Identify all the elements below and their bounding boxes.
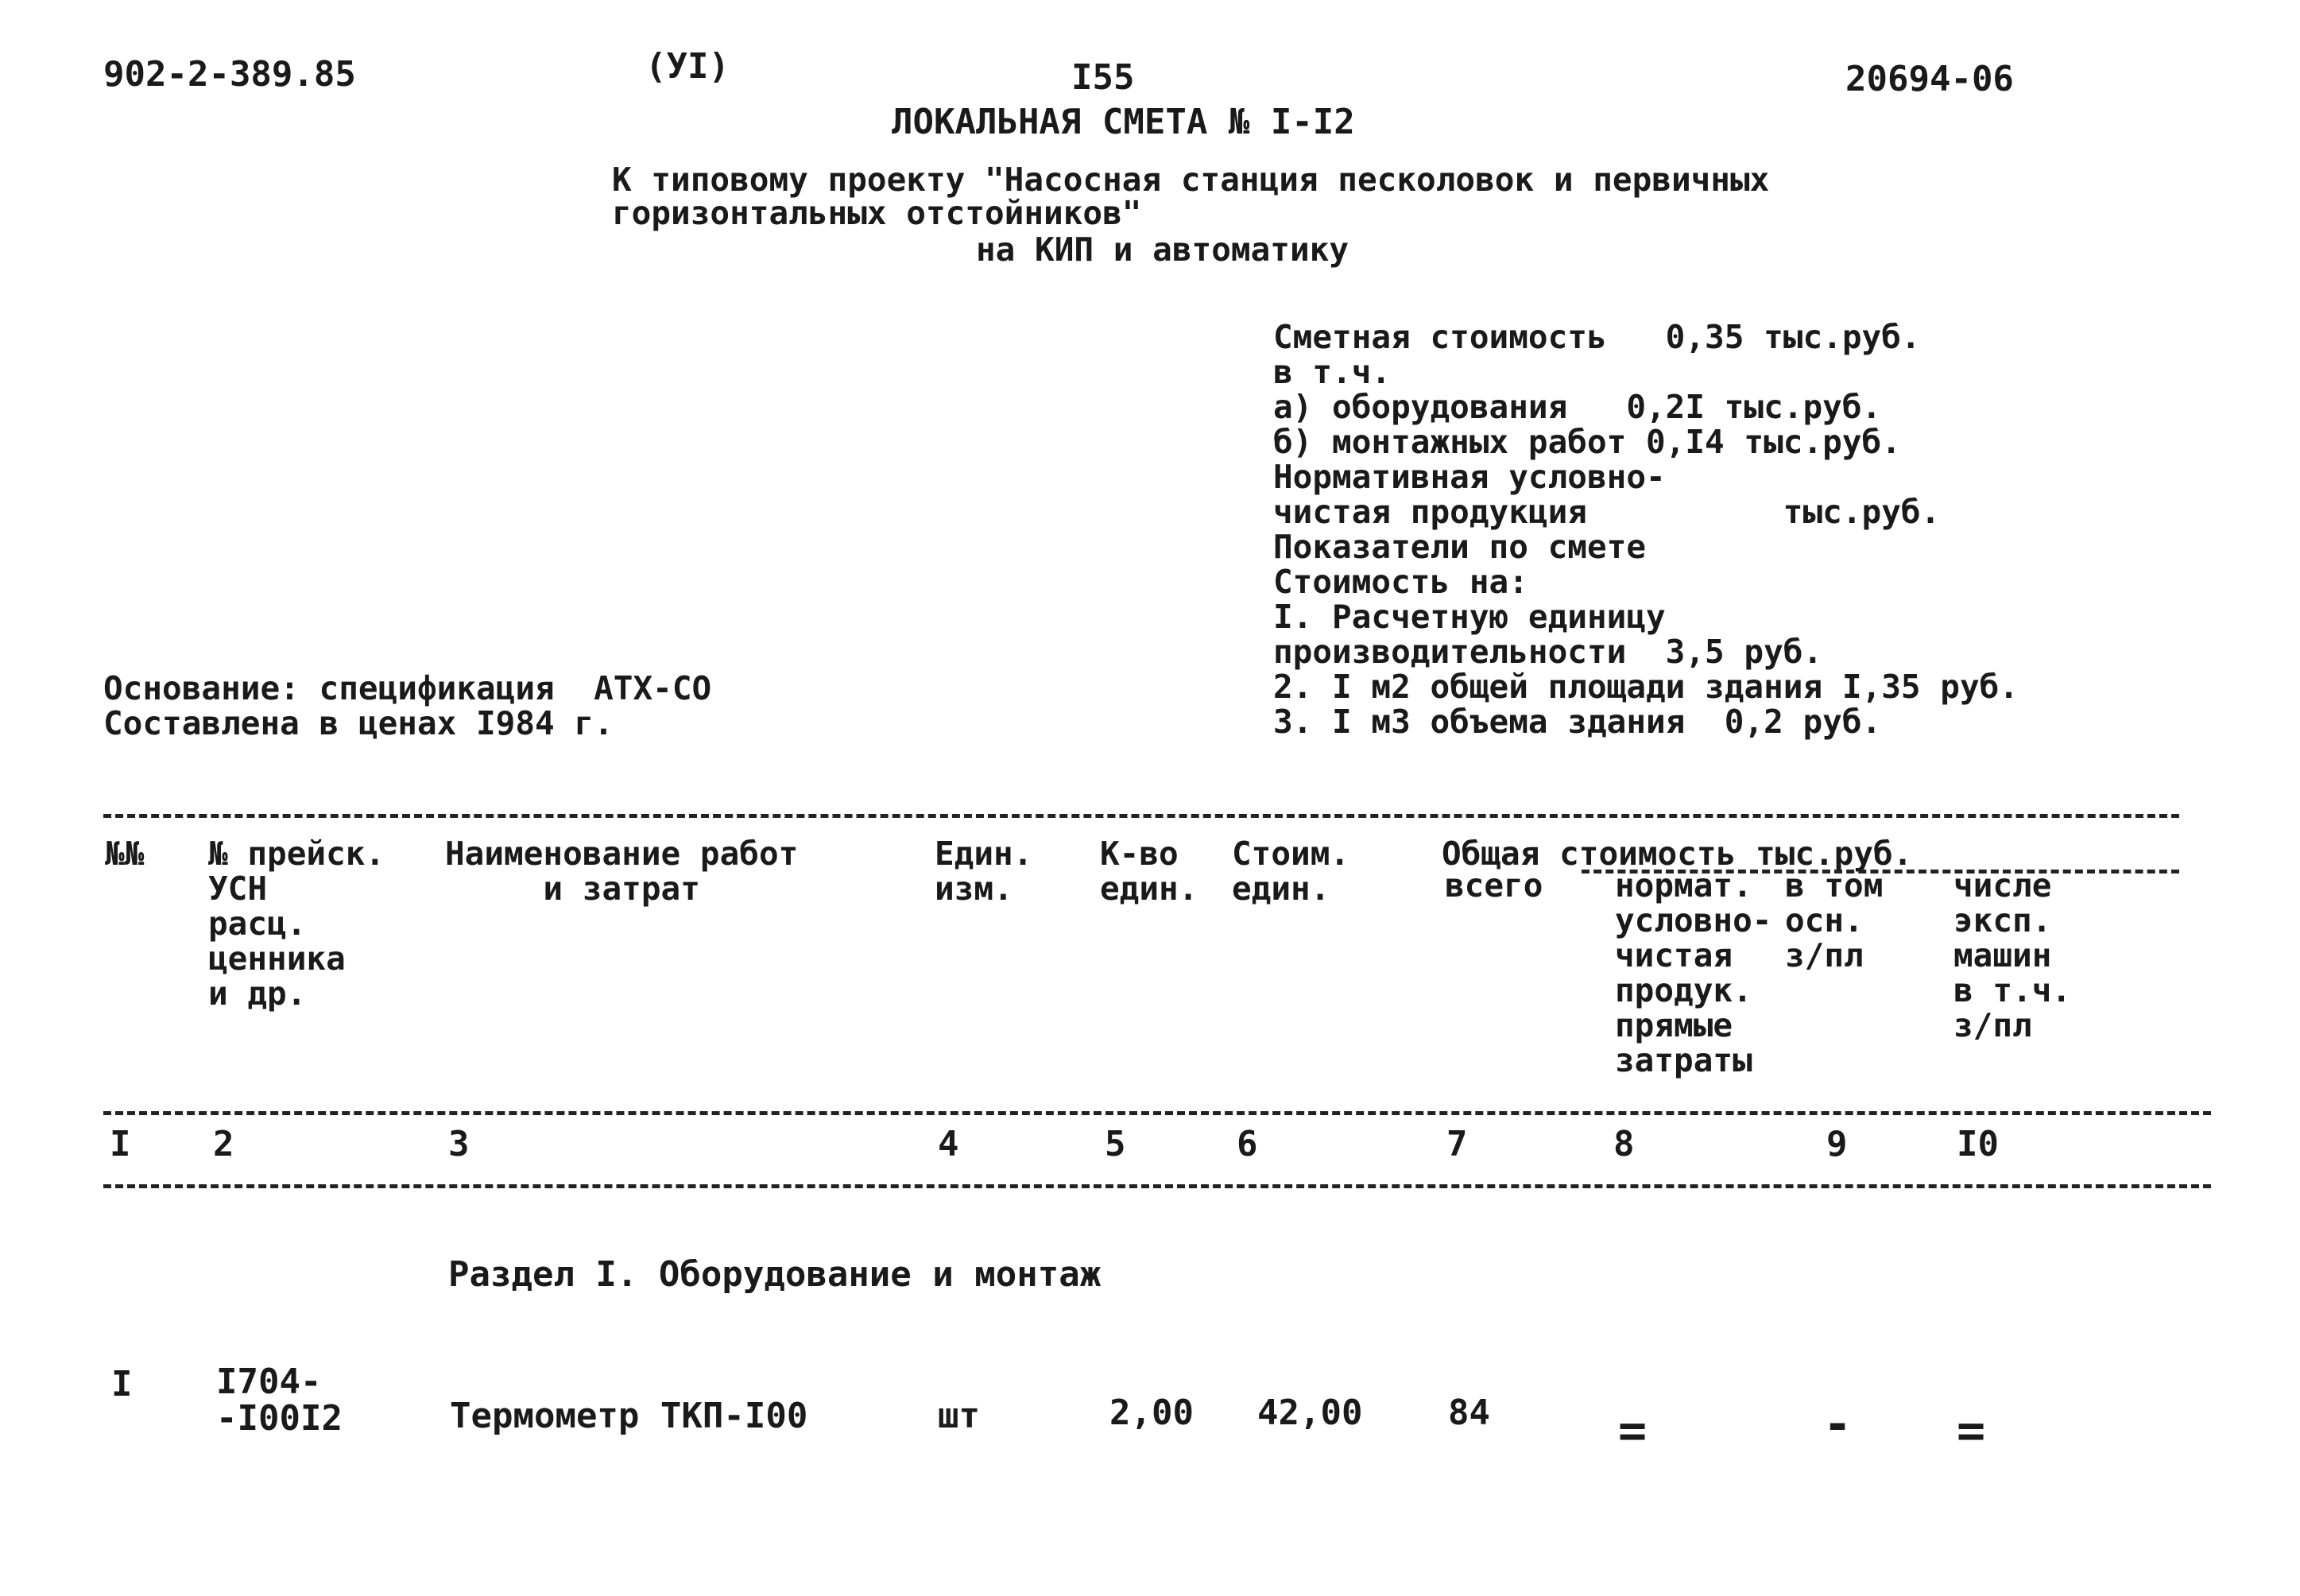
summary-line: Нормативная условно- [1273, 458, 1666, 496]
basis-line-1: Основание: спецификация АТХ-СО [103, 669, 712, 707]
row-name: Термометр ТКП-I00 [450, 1396, 808, 1436]
header-col-3: Наименование работ и затрат [445, 835, 799, 908]
section-title: Раздел I. Оборудование и монтаж [448, 1254, 1102, 1295]
header-col-1: №№ [105, 835, 145, 873]
row-col10-mark: = [1957, 1403, 1986, 1458]
row-qty: 2,00 [1109, 1393, 1194, 1433]
summary-line: производительности 3,5 руб. [1273, 633, 1823, 671]
volume-label: (УI) [645, 46, 730, 87]
col-number: 3 [448, 1124, 470, 1164]
col-number: 8 [1613, 1124, 1635, 1164]
col-number: 7 [1446, 1124, 1468, 1164]
summary-line: чистая продукция тыс.руб. [1273, 493, 1941, 531]
project-line-1: К типовому проекту "Насосная станция песколовок и первичных [612, 161, 1770, 199]
header-bottom-rule [103, 1111, 2211, 1115]
header-col-5: К-во един. [1100, 835, 1198, 908]
summary-line: а) оборудования 0,2I тыс.руб. [1273, 388, 1882, 426]
summary-line: б) монтажных работ 0,I4 тыс.руб. [1273, 423, 1901, 461]
table-top-rule [103, 814, 2179, 818]
row-col8-mark: = [1618, 1403, 1648, 1458]
colnum-bottom-rule [103, 1184, 2211, 1188]
header-col-7: всего [1445, 866, 1543, 905]
row-number: I [111, 1364, 133, 1404]
summary-line: Показатели по смете [1273, 528, 1646, 566]
summary-line: 2. I м2 общей площади здания I,35 руб. [1273, 668, 2019, 706]
header-col-10: числе эксп. машин в т.ч. з/пл [1953, 866, 2072, 1044]
summary-line: I. Расчетную единицу [1273, 598, 1666, 636]
row-unit-cost: 42,00 [1257, 1393, 1363, 1433]
basis-line-2: Составлена в ценах I984 г. [103, 704, 614, 742]
project-line-2: горизонтальных отстойников" [612, 194, 1142, 232]
document-title: ЛОКАЛЬНАЯ СМЕТА № I-I2 [892, 102, 1355, 142]
header-col-8: нормат. условно- чистая продук. прямые затраты [1615, 866, 1772, 1079]
summary-line: Сметная стоимость 0,35 тыс.руб. [1273, 318, 1921, 356]
page-number: I55 [1071, 57, 1135, 98]
header-group-total-cost: Общая стоимость тыс.руб. [1442, 835, 1913, 873]
row-total: 84 [1448, 1393, 1490, 1433]
col-number: 4 [938, 1124, 959, 1164]
header-col-6: Стоим. един. [1232, 835, 1350, 908]
col-number: 6 [1237, 1124, 1258, 1164]
project-line-3: на КИП и автоматику [976, 230, 1349, 269]
summary-line: в т.ч. [1273, 353, 1392, 391]
col-number: I0 [1957, 1124, 1999, 1164]
header-col-9: в том осн. з/пл [1785, 866, 1884, 974]
row-unit: шт [938, 1396, 980, 1436]
sheet-code: 20694-06 [1845, 59, 2014, 99]
row-price-code: I704- -I00I2 [216, 1362, 343, 1439]
col-number: 9 [1826, 1124, 1848, 1164]
col-number: 2 [213, 1124, 234, 1164]
summary-line: 3. I м3 объема здания 0,2 руб. [1273, 703, 1882, 741]
col-number: I [110, 1124, 131, 1164]
summary-line: Стоимость на: [1273, 563, 1528, 601]
row-col9-mark: - [1823, 1396, 1853, 1452]
col-number: 5 [1105, 1124, 1126, 1164]
header-col-2: № прейск. УСН расц. ценника и др. [208, 835, 385, 1013]
header-col-4: Един. изм. [935, 835, 1033, 908]
doc-code: 902-2-389.85 [103, 54, 356, 95]
